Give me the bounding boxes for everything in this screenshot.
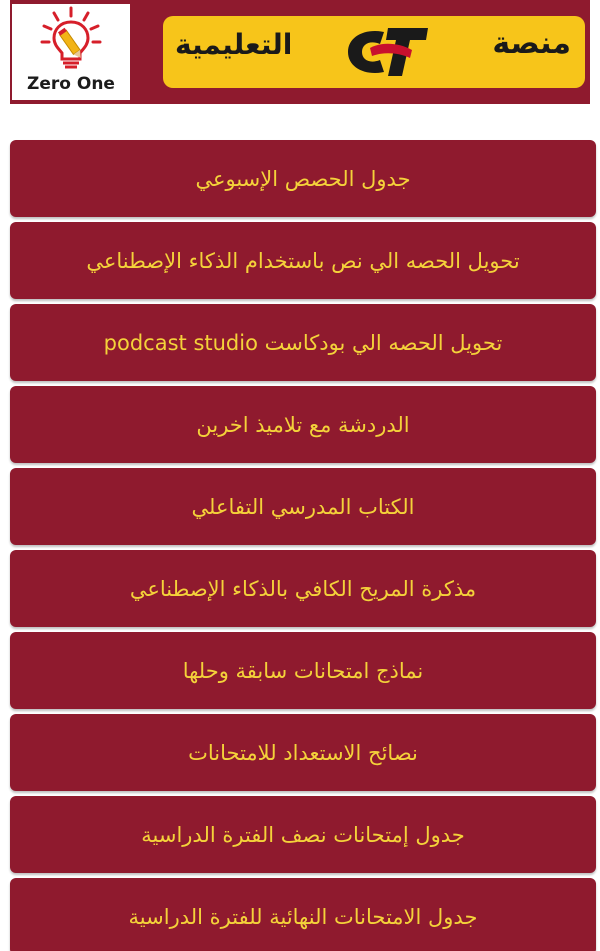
platform-logo-mark xyxy=(340,22,436,82)
menu-exam-tips-button[interactable] xyxy=(10,714,596,791)
menu-item-label: تحويل الحصه الي بودكاست podcast studio xyxy=(103,330,503,355)
menu-item-label: جدول الامتحانات النهائية للفترة الدراسية xyxy=(128,904,478,929)
menu-item-label: نصائح الاستعداد للامتحانات xyxy=(188,740,418,765)
menu-item-label: نماذج امتحانات سابقة وحلها xyxy=(182,658,424,683)
menu-midterm-schedule-button[interactable] xyxy=(10,796,596,873)
zero-one-logo xyxy=(12,4,130,100)
menu-item-label: مذكرة المريح الكافي بالذكاء الإصطناعي xyxy=(129,576,477,601)
menu-item-label: جدول إمتحانات نصف الفترة الدراسية xyxy=(141,822,465,847)
logo-text: Zero One xyxy=(27,74,115,94)
menu-chat-students-button[interactable] xyxy=(10,386,596,463)
menu-interactive-textbook-button[interactable] xyxy=(10,468,596,545)
menu-item-label: تحويل الحصه الي نص باستخدام الذكاء الإصطناعي xyxy=(86,248,520,273)
main-menu xyxy=(10,140,596,951)
menu-lesson-to-podcast-button[interactable] xyxy=(10,304,596,381)
menu-ai-study-notes-button[interactable] xyxy=(10,550,596,627)
lightbulb-icon xyxy=(12,4,130,74)
menu-item-label: جدول الحصص الإسبوعي xyxy=(195,166,411,191)
menu-final-exams-schedule-button[interactable] xyxy=(10,878,596,951)
platform-banner xyxy=(163,16,585,88)
banner-word-educational: التعليمية xyxy=(175,28,293,61)
menu-weekly-schedule-button[interactable] xyxy=(10,140,596,217)
header-bar xyxy=(10,0,590,104)
banner-word-platform: منصة xyxy=(492,26,571,61)
menu-item-label: الدردشة مع تلاميذ اخرين xyxy=(196,412,410,437)
menu-lesson-to-text-ai-button[interactable] xyxy=(10,222,596,299)
menu-past-exams-button[interactable] xyxy=(10,632,596,709)
menu-item-label: الكتاب المدرسي التفاعلي xyxy=(191,494,415,519)
